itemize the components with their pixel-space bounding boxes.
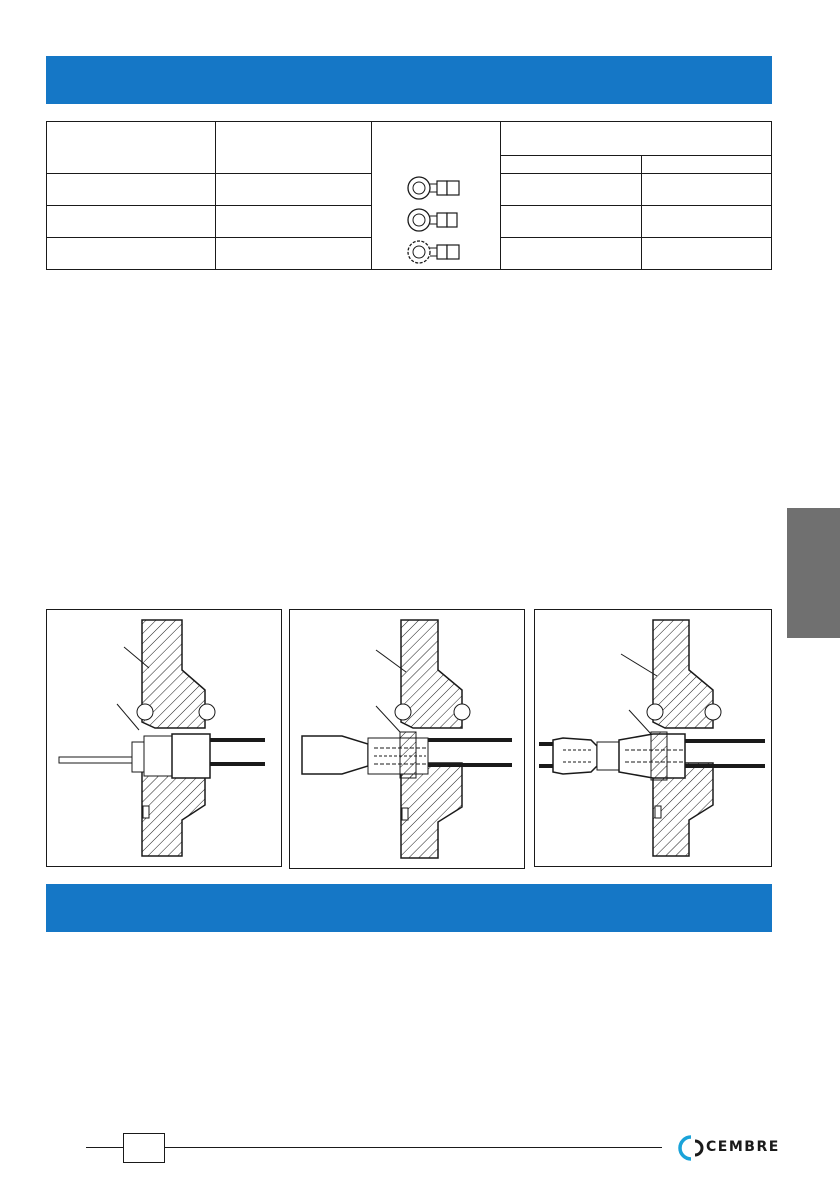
ring-lug-icon — [372, 174, 501, 206]
table-header-cell — [47, 122, 216, 174]
table-cell — [216, 206, 372, 238]
table-cell — [47, 206, 216, 238]
table-cell — [47, 174, 216, 206]
logo-text: CEMBRE — [706, 1139, 780, 1155]
section-header-bar-bottom — [46, 884, 772, 932]
table-cell — [501, 206, 642, 238]
table-header-cell — [216, 122, 372, 174]
table-subheader-cell — [501, 156, 642, 174]
table-cell — [642, 174, 772, 206]
specification-table — [46, 121, 772, 270]
cembre-logo — [678, 1135, 788, 1161]
table-cell — [47, 238, 216, 270]
table-cell — [216, 174, 372, 206]
table-cell — [642, 238, 772, 270]
table-header-cell — [501, 122, 772, 156]
table-row — [47, 238, 772, 270]
table-row — [47, 174, 772, 206]
table-cell — [216, 238, 372, 270]
table-row — [47, 206, 772, 238]
page-number-box — [123, 1133, 165, 1163]
footer-rule — [86, 1147, 662, 1148]
table-subheader-cell — [642, 156, 772, 174]
figure-butt-connector-crimp — [534, 609, 772, 867]
table-cell — [642, 206, 772, 238]
table-header-cell — [372, 122, 501, 174]
table-cell — [501, 174, 642, 206]
ring-lug-icon — [372, 238, 501, 270]
cembre-logo-mark-icon — [678, 1135, 704, 1161]
side-tab — [787, 508, 840, 638]
figure-ring-terminal-crimp — [46, 609, 282, 867]
figure-tube-lug-crimp — [289, 609, 525, 869]
ring-lug-icon — [372, 206, 501, 238]
table-cell — [501, 238, 642, 270]
section-header-bar-top — [46, 56, 772, 104]
